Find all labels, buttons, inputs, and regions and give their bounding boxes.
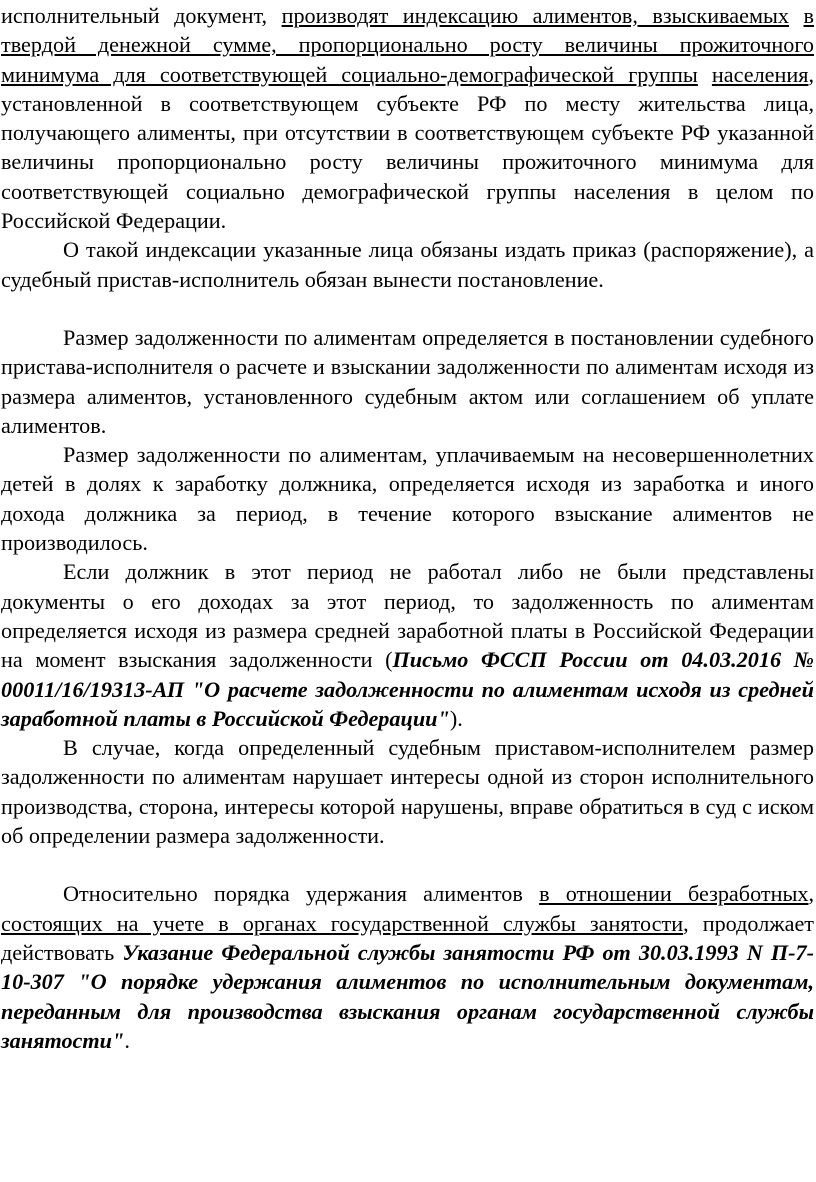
paragraph-debt-share: [1, 440, 814, 557]
text-run: Размер задолженности по алиментам, уплачиваемым на несовершеннолетних детей в долях к заработку должника, определяется исходя из заработка и иного дохода должника за период, в течение которого взыскание алиментов не производилось.: [1, 442, 814, 556]
text-run: ,: [808, 881, 814, 907]
text-run: Если должник в этот период не работал либо не были представлены документы о его доходах за этот период, то задолженность по алиментам определяется исходя из размера средней заработной платы в Российской Федерации на момент взыскания задолженности (: [1, 559, 814, 673]
paragraph-court-appeal: [1, 733, 814, 850]
text-run: .: [124, 1027, 130, 1053]
legal-reference: Указание Федеральной службы занятости РФ от 30.03.1993 N П-7-10-307 "О порядке удержания алиментов по исполнительным документам, переданным для производства взыскания органам государственной службы занятости": [1, 939, 815, 1053]
text-run: , продолжает действовать: [1, 910, 814, 965]
text-run: [789, 3, 804, 28]
paragraph-order-requirement: [1, 235, 814, 294]
paragraph-debt-determination: [1, 323, 814, 440]
text-run: ).: [449, 705, 463, 731]
underlined-text: минимума для соответствующей социально-демографической группы: [1, 61, 698, 87]
underlined-text: населения: [711, 61, 809, 87]
paragraph-indexation: [1, 1, 814, 235]
document-page: [0, 1, 816, 1182]
text-run: , установленной в соответствующем субъекте РФ по месту жительства лица, получающего алименты, при отсутствии в соответствующем субъекте РФ указанной величины пропорционально росту величины прожиточного минимума для соответствующей социально демографической группы населения в целом по Российской Федерации.: [1, 61, 814, 234]
underlined-text: состоящих на учете в органах государственной службы занятости: [1, 910, 684, 936]
text-run: В случае, когда определенный судебным приставом-исполнителем размер задолженности по алиментам нарушает интересы одной из сторон исполнительного производства, сторона, интересы которой нарушены, вправе обратиться в суд с иском об определении размера задолженности.: [1, 735, 814, 849]
paragraph-average-salary: [1, 557, 814, 733]
text-run: исполнительный документ,: [1, 3, 282, 28]
underlined-text: производят индексацию алиментов, взыскиваемых: [281, 3, 790, 28]
text-run: [698, 62, 712, 87]
text-run: Размер задолженности по алиментам определяется в постановлении судебного пристава-исполнителя о расчете и взыскании задолженности по алиментам исходя из размера алиментов, установленного судебным актом или соглашением об уплате алиментов.: [1, 324, 814, 438]
underlined-text: в отношении безработных: [539, 881, 809, 907]
text-run: О такой индексации указанные лица обязаны издать приказ (распоряжение), а судебный пристав-исполнитель обязан вынести постановление.: [1, 237, 814, 292]
legal-reference: Письмо ФССП России от 04.03.2016 № 00011/16/19313-АП "О расчете задолженности по алиментам исходя из средней заработной платы в Российской Федерации": [1, 647, 814, 731]
text-run: Относительно порядка удержания алиментов: [63, 881, 540, 907]
underlined-text: в твердой денежной сумме, пропорционально росту величины прожиточного: [1, 3, 814, 58]
paragraph-unemployed: [1, 879, 814, 1055]
